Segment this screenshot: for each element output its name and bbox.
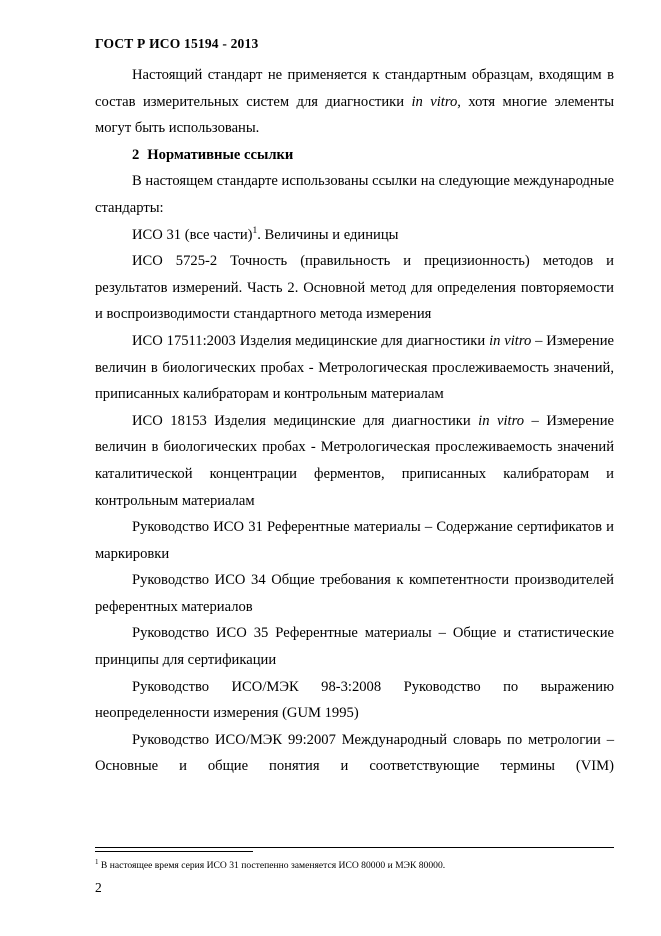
footnote-marker: 1 [252,225,258,236]
ref-guide99: Руководство ИСО/МЭК 99:2007 Международный словарь по метрологии – Основные и общие понятия и соответствующие термины (VIM) [95,731,614,775]
document-body [95,62,614,780]
intro-text-1: Настоящий стандарт не применяется к стандартным образцам, входящим в состав измерительных систем для диагностики [95,67,614,110]
ref-guide34: Руководство ИСО 34 Общие требования к компетентности производителей референтных материалов [95,572,614,615]
ref-iso31 [95,222,614,249]
ref-iso5725: ИСО 5725-2 Точность (правильность и прецизионность) методов и результатов измерений. Часть 2. Основной метод для определения повторяемости и воспроизводимости стандартного метода измерения [95,253,614,323]
ref-guide98: Руководство ИСО/МЭК 98-3:2008 Руководство по выражению неопределенности измерения (GUM 1995) [95,678,614,722]
footnote-divider [95,847,614,848]
footnote-separator [95,851,253,852]
ref-iso17511 [95,328,614,408]
ref-iso18153-text-1: ИСО 18153 Изделия медицинские для диагностики [132,412,479,429]
section-title: Нормативные ссылки [147,146,294,163]
ref-iso18153-text-2: – Измерение величин в биологических пробах - Метрологическая прослеживаемость значений каталитической концентрации ферментов, приписанных калибраторам и контрольным материалам [95,412,614,509]
ref-iso31-title: . Величины и единицы [257,226,399,243]
ref-iso17511-text-1: ИСО 17511:2003 Изделия медицинские для диагностики [132,332,490,349]
footnote-text: В настоящее время серия ИСО 31 постепенно заменяется ИСО 80000 и МЭК 80000. [98,860,446,871]
ref-iso31-code: ИСО 31 (все части) [132,226,253,243]
page-header: ГОСТ Р ИСО 15194 - 2013 [95,36,259,51]
ref-guide35: Руководство ИСО 35 Референтные материалы – Общие и статистические принципы для сертификации [95,625,614,669]
ref-iso18153-italic: in vitro [478,412,525,429]
ref-iso18153 [95,408,614,514]
intro-text-2: , хотя многие элементы могут быть использованы. [95,93,615,137]
section-heading [95,142,614,169]
section-intro-paragraph: В настоящем стандарте использованы ссылки на следующие международные стандарты: [95,173,614,216]
ref-iso17511-text-2: – Измерение величин в биологических пробах - Метрологическая прослеживаемость значений, приписанных калибраторам и контрольным материалам [95,332,614,403]
intro-italic-term: in vitro [411,93,458,110]
footnote-mark: 1 [95,857,99,866]
ref-iso17511-italic: in vitro [489,332,532,349]
ref-guide31: Руководство ИСО 31 Референтные материалы – Содержание сертификатов и маркировки [95,519,614,562]
footnote [95,857,446,872]
section-number: 2 [132,146,140,163]
page-number: 2 [95,880,102,895]
intro-paragraph [95,62,614,142]
